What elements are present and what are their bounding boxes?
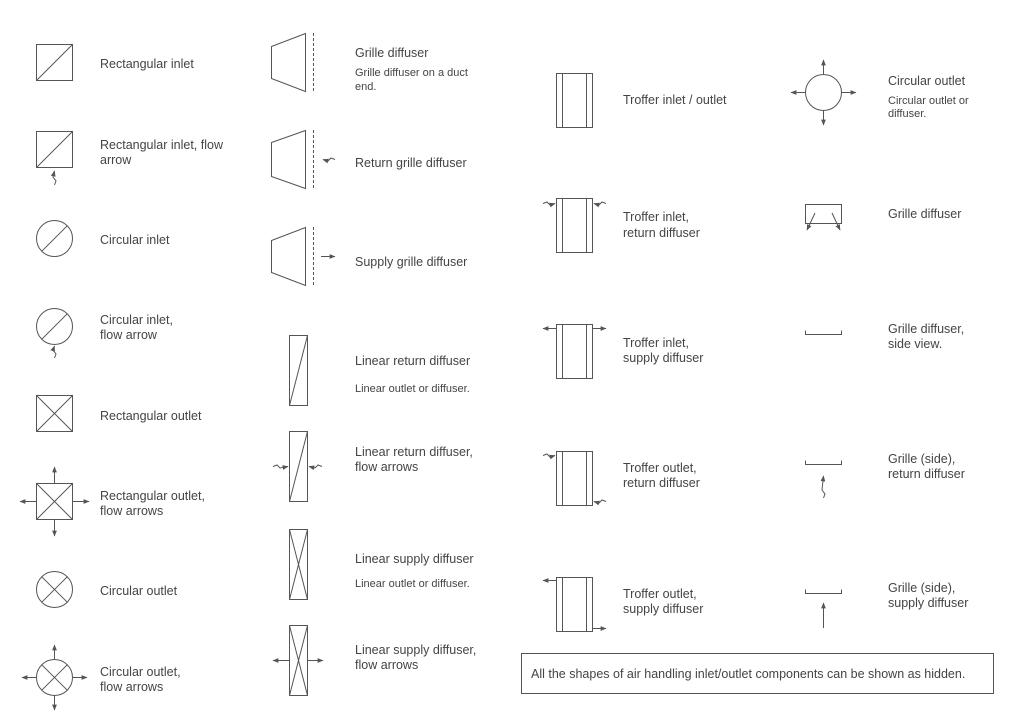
circular-inlet-flow-arrow-symbol [37,309,73,359]
return-grille-diffuser-symbol [272,130,336,189]
desc-circular-outlet-1: Circular outlet or [888,95,969,107]
label-troffer-inlet-supply-1: Troffer inlet, [623,336,689,350]
grille-diffuser-duct-symbol [272,33,314,92]
supply-grille-diffuser-symbol [272,227,336,286]
label-supply-grille-diffuser: Supply grille diffuser [355,255,468,269]
label-circular-outlet-flow-2: flow arrows [100,680,164,694]
label-troffer-inlet-supply-2: supply diffuser [623,351,704,365]
label-circular-outlet-cross: Circular outlet [100,584,178,598]
label-troffer-outlet-supply-2: supply diffuser [623,602,704,616]
label-troffer-outlet-return-2: return diffuser [623,476,700,490]
label-troffer-inlet-return-1: Troffer inlet, [623,210,689,224]
label-linear-supply-flow-2: flow arrows [355,658,419,672]
circular-outlet-flow-arrows-symbol [22,645,87,710]
linear-return-diffuser-flow-arrows-symbol [273,432,322,502]
label-grille-side-supply-2: supply diffuser [888,596,969,610]
troffer-outlet-return-symbol [543,452,606,506]
desc-grille-diffuser-duct-2: end. [355,81,377,93]
label-circular-outlet: Circular outlet [888,74,966,88]
troffer-inlet-outlet-symbol [557,74,593,128]
label-circular-inlet-flow-2: flow arrow [100,328,157,342]
linear-supply-diffuser-flow-arrows-symbol [273,626,323,696]
troffer-inlet-return-symbol [543,199,606,253]
label-linear-supply-diffuser: Linear supply diffuser [355,552,474,566]
troffer-inlet-supply-symbol [543,325,606,379]
hidden-shapes-note: All the shapes of air handling inlet/outlet components can be shown as hidden. [521,653,994,694]
label-grille-side-return-2: return diffuser [888,467,965,481]
label-rectangular-outlet: Rectangular outlet [100,409,202,423]
grille-side-supply-symbol [806,590,842,629]
grille-diffuser-plan-symbol [806,205,842,231]
label-circular-outlet-flow-1: Circular outlet, [100,665,181,679]
desc-grille-diffuser-duct-1: Grille diffuser on a duct [355,67,468,79]
desc-linear-supply-diffuser: Linear outlet or diffuser. [355,578,470,590]
label-rectangular-inlet: Rectangular inlet [100,57,194,71]
rectangular-outlet-symbol [37,396,73,432]
label-grille-side-view-2: side view. [888,337,943,351]
label-grille-side-return-1: Grille (side), [888,452,956,466]
grille-side-return-symbol [806,461,842,499]
label-grille-side-supply-1: Grille (side), [888,581,956,595]
label-linear-return-flow-1: Linear return diffuser, [355,445,473,459]
label-rectangular-outlet-flow-2: flow arrows [100,504,164,518]
circular-inlet-symbol [37,221,73,257]
rectangular-inlet-symbol [37,45,73,81]
desc-linear-return-diffuser: Linear outlet or diffuser. [355,383,470,395]
label-troffer-outlet-return-1: Troffer outlet, [623,461,697,475]
label-rectangular-inlet-flow-1: Rectangular inlet, flow [100,138,223,152]
label-rectangular-inlet-flow-2: arrow [100,153,132,167]
rectangular-outlet-flow-arrows-symbol [20,467,89,536]
rectangular-inlet-flow-arrow-symbol [37,132,73,186]
linear-supply-diffuser-symbol [290,530,308,600]
label-circular-inlet-flow-1: Circular inlet, [100,313,173,327]
label-grille-diffuser-plan: Grille diffuser [888,207,962,221]
circular-outlet-four-arrows-symbol [791,60,856,125]
linear-return-diffuser-symbol [290,336,308,406]
label-grille-side-view-1: Grille diffuser, [888,322,965,336]
label-linear-return-flow-2: flow arrows [355,460,419,474]
circular-outlet-cross-symbol [37,572,73,608]
label-grille-diffuser-duct: Grille diffuser [355,46,429,60]
grille-side-view-symbol [806,331,842,335]
label-troffer-outlet-supply-1: Troffer outlet, [623,587,697,601]
troffer-outlet-supply-symbol [543,578,606,632]
label-circular-inlet: Circular inlet [100,233,170,247]
desc-circular-outlet-2: diffuser. [888,108,927,120]
label-troffer-inlet-outlet: Troffer inlet / outlet [623,93,727,107]
label-troffer-inlet-return-2: return diffuser [623,226,700,240]
label-rectangular-outlet-flow-1: Rectangular outlet, [100,489,205,503]
label-linear-return-diffuser: Linear return diffuser [355,354,471,368]
label-return-grille-diffuser: Return grille diffuser [355,156,467,170]
label-linear-supply-flow-1: Linear supply diffuser, [355,643,477,657]
